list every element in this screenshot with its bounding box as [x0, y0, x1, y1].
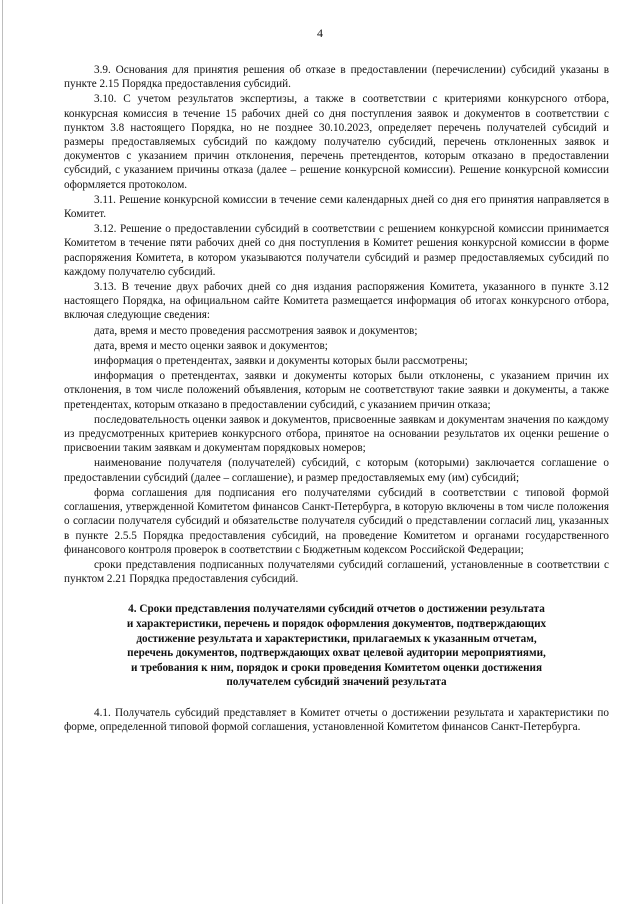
paragraph-3-10: 3.10. С учетом результатов экспертизы, а также в соответствии с критериями конкурсного отбора, конкурсная комиссия в течение 15 рабочих дней со дня поступления заявок и документов в соответствии с пунктом 3.8 настоящего Порядка, но не позднее 30.10.2023, определяет перечень получателей субсидий и размеры предоставляемых субсидий по каждому получателю субсидий, перечень отклоненных заявок и документов с указанием причин отклонения, перечень претендентов, которым отказано в предоставлении субсидий, с указанием причины отказа (далее – решение конкурсной комиссии). Решение конкурсной комиссии оформляется протоколом.: [64, 93, 609, 191]
list-item-assessment-date: дата, время и место оценки заявок и документов;: [94, 339, 328, 352]
paragraph-3-13: 3.13. В течение двух рабочих дней со дня издания распоряжения Комитета, указанного в пункте 3.12 настоящего Порядка, на официальном сайте Комитета размещается информация об итогах конкурсного отбора, включая следующие сведения:: [64, 281, 609, 322]
scan-edge: [2, 0, 3, 904]
paragraph-3-12: 3.12. Решение о предоставлении субсидий в соответствии с решением конкурсной комиссии принимается Комитетом в течение пяти рабочих дней со дня поступления в Комитет решения конкурсной комиссии в форме распоряжения Комитета, в котором указываются получатели субсидий и размер предоставляемых субсидий по каждому получателю субсидий.: [64, 223, 609, 278]
list-item-rejected-applicants: информация о претендентах, заявки и документы которых были отклонены, с указанием причин их отклонения, в том числе положений объявления, которым не соответствуют такие заявки и документы, а также претендентах, которым отказано в предоставлении субсидий, с указанием причин отказа;: [64, 370, 609, 411]
heading-line: 4. Сроки представления получателями субсидий отчетов о достижении результата: [128, 603, 545, 616]
list-item-assessment-sequence: последовательность оценки заявок и документов, присвоенные заявкам и документам значения по каждому из предусмотренных критериев конкурсного отбора, принятое на основании результатов их оценки решение о присвоении таким заявкам и документам порядковых номеров;: [64, 413, 609, 455]
heading-line: достижение результата и характеристики, прилагаемых к указанным отчетам,: [136, 632, 537, 645]
list-item-agreement-form: форма соглашения для подписания его получателями субсидий в соответствии с типовой формой соглашения, утвержденной Комитетом финансов Санкт-Петербурга, в которую включены в том числе положения о согласии получателя субсидий и обязательстве получателя субсидий о представлении согласий лиц, указанных в пункте 2.5.5 Порядка предоставления субсидий, на проведение Комитетом и органами государственного финансового контроля проверок в соответствии с Бюджетным кодексом Российской Федерации;: [64, 486, 609, 556]
page-number: 4: [317, 26, 323, 40]
heading-line: и характеристики, перечень и порядок оформления документов, подтверждающих: [126, 617, 547, 630]
section-4-heading: [74, 602, 599, 690]
paragraph-3-11: 3.11. Решение конкурсной комиссии в течение семи календарных дней со дня его принятия направляется в Комитет.: [64, 193, 609, 221]
paragraph-3-9: 3.9. Основания для принятия решения об отказе в предоставлении (перечислении) субсидий указаны в пункте 2.15 Порядка предоставления субсидий.: [64, 64, 609, 91]
heading-line: и требования к ним, порядок и сроки проведения Комитетом оценки достижения: [130, 661, 543, 674]
list-item-reviewed-applicants: информация о претендентах, заявки и документы которых были рассмотрены;: [94, 355, 468, 368]
document-body: [64, 63, 609, 735]
list-item-review-date: дата, время и место проведения рассмотрения заявок и документов;: [94, 324, 418, 337]
paragraph-4-1: 4.1. Получатель субсидий представляет в Комитет отчеты о достижении результата и характеристики по форме, определенной типовой формой соглашения, установленной Комитетом финансов Санкт-Петербурга.: [64, 706, 609, 734]
list-item-agreement-deadlines: сроки представления подписанных получателями субсидий соглашений, установленные в соответствии с пунктом 2.21 Порядка предоставления субсидий.: [64, 558, 609, 586]
heading-line: получателем субсидий значений результата: [226, 676, 447, 689]
heading-line: перечень документов, подтверждающих охват целевой аудитории мероприятиями,: [127, 647, 546, 660]
list-item-recipient-name: наименование получателя (получателей) субсидий, с которым (которыми) заключается соглашение о предоставлении субсидий (далее – соглашение), и размер предоставляемых ему (им) субсидий;: [64, 457, 609, 484]
